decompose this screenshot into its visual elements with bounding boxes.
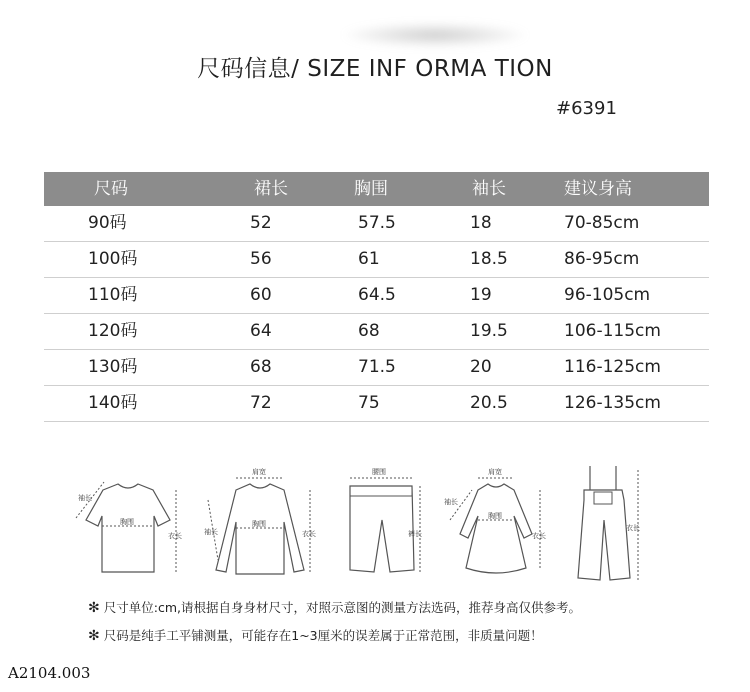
tshirt-sleeve-label: 袖长 xyxy=(78,494,92,502)
cell-skirt-length: 64 xyxy=(250,321,272,341)
longsleeve-chest-label: 胸围 xyxy=(252,520,266,528)
dress-diagram-icon xyxy=(436,460,556,590)
cell-sleeve: 18.5 xyxy=(470,249,508,269)
product-code: #6391 xyxy=(556,98,617,119)
asterisk-icon: ✻ xyxy=(88,628,100,644)
header-size: 尺码 xyxy=(94,179,128,199)
cell-skirt-length: 56 xyxy=(250,249,272,269)
dress-shoulder-label: 肩宽 xyxy=(488,468,502,476)
longsleeve-sleeve-label: 袖长 xyxy=(204,528,218,536)
cell-size: 140码 xyxy=(88,393,138,413)
cell-skirt-length: 68 xyxy=(250,357,272,377)
cell-sleeve: 19 xyxy=(470,285,492,305)
cell-size: 110码 xyxy=(88,285,138,305)
cell-size: 130码 xyxy=(88,357,138,377)
asterisk-icon: ✻ xyxy=(88,600,100,616)
cell-chest: 68 xyxy=(358,321,380,341)
longsleeve-shoulder-label: 肩宽 xyxy=(252,468,266,476)
page-title: 尺码信息/ SIZE INF ORMA TION xyxy=(197,56,553,82)
cell-skirt-length: 72 xyxy=(250,393,272,413)
size-table xyxy=(44,172,709,422)
dress-length-label: 衣长 xyxy=(532,532,546,540)
dress-chest-label: 胸围 xyxy=(488,512,502,520)
tshirt-diagram-icon xyxy=(68,460,188,590)
note-item xyxy=(88,626,581,654)
header-skirt-length: 裙长 xyxy=(254,179,288,199)
cell-skirt-length: 52 xyxy=(250,213,272,233)
cell-skirt-length: 60 xyxy=(250,285,272,305)
cell-size: 100码 xyxy=(88,249,138,269)
note-text: 尺码是纯手工平铺测量，可能存在1~3厘米的误差属于正常范围，非质量问题！ xyxy=(103,628,543,643)
note-text: 尺寸单位:cm,请根据自身身材尺寸，对照示意图的测量方法选码，推荐身高仅供参考。 xyxy=(103,600,581,615)
dress-sleeve-label: 袖长 xyxy=(444,498,458,506)
cell-chest: 71.5 xyxy=(358,357,396,377)
header-chest: 胸围 xyxy=(354,179,388,199)
pants-waist-label: 腰围 xyxy=(372,468,386,476)
ink-smudge xyxy=(340,22,530,48)
header-height: 建议身高 xyxy=(564,179,632,199)
pants-length-label: 裤长 xyxy=(408,530,422,538)
cell-chest: 61 xyxy=(358,249,380,269)
tshirt-chest-label: 胸围 xyxy=(120,518,134,526)
tshirt-length-label: 衣长 xyxy=(168,532,182,540)
cell-height: 116-125cm xyxy=(564,357,661,377)
longsleeve-diagram-icon xyxy=(200,460,320,590)
table-row xyxy=(44,350,709,386)
cell-sleeve: 18 xyxy=(470,213,492,233)
cell-size: 90码 xyxy=(88,213,127,233)
cell-height: 70-85cm xyxy=(564,213,640,233)
footer-code: A2104.003 xyxy=(8,664,91,682)
cell-chest: 75 xyxy=(358,393,380,413)
cell-chest: 57.5 xyxy=(358,213,396,233)
overalls-diagram-icon xyxy=(560,460,660,590)
pants-diagram-icon xyxy=(332,460,432,590)
table-row xyxy=(44,242,709,278)
cell-sleeve: 19.5 xyxy=(470,321,508,341)
table-row xyxy=(44,278,709,314)
cell-height: 96-105cm xyxy=(564,285,651,305)
cell-size: 120码 xyxy=(88,321,138,341)
notes xyxy=(88,598,581,654)
cell-sleeve: 20 xyxy=(470,357,492,377)
note-item xyxy=(88,598,581,626)
overalls-length-label: 衣长 xyxy=(626,524,640,532)
table-row xyxy=(44,206,709,242)
measurement-diagrams xyxy=(60,460,680,590)
header-sleeve: 袖长 xyxy=(472,179,506,199)
cell-chest: 64.5 xyxy=(358,285,396,305)
cell-height: 106-115cm xyxy=(564,321,661,341)
table-row xyxy=(44,386,709,422)
cell-sleeve: 20.5 xyxy=(470,393,508,413)
table-header xyxy=(44,172,709,206)
table-row xyxy=(44,314,709,350)
cell-height: 126-135cm xyxy=(564,393,661,413)
cell-height: 86-95cm xyxy=(564,249,640,269)
longsleeve-length-label: 衣长 xyxy=(302,530,316,538)
